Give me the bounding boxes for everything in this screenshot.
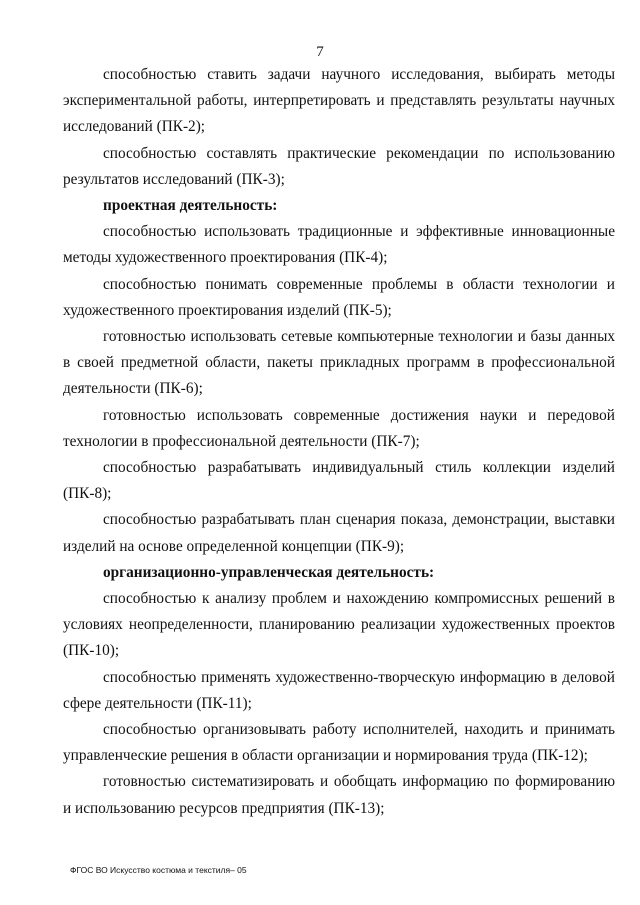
section-heading-management: организационно-управленческая деятельность: (103, 563, 435, 581)
paragraph-pk12: способностью организовывать работу исполнителей, находить и принимать управленческие решения в области организации и нормирования труда (ПК-12); (63, 721, 615, 765)
section-heading-project: проектная деятельность: (103, 197, 278, 215)
paragraph-pk8: способностью разрабатывать индивидуальный стиль коллекции изделий (ПК-8); (63, 459, 615, 503)
paragraph-pk6: готовностью использовать сетевые компьютерные технологии и базы данных в своей предметной области, пакеты прикладных программ в профессиональной деятельности (ПК-6); (63, 328, 615, 398)
paragraph-pk9: способностью разрабатывать план сценария показа, демонстрации, выставки изделий на основе определенной концепции (ПК-9); (63, 511, 615, 555)
page-footer: ФГОС ВО Искусство костюма и текстиля– 05 (70, 865, 247, 875)
document-body (63, 62, 615, 822)
paragraph-pk2: способностью ставить задачи научного исследования, выбирать методы экспериментальной работы, интерпретировать и представлять результаты научных исследований (ПК-2); (63, 66, 615, 136)
paragraph-pk4: способностью использовать традиционные и эффективные инновационные методы художественного проектирования (ПК-4); (63, 223, 615, 267)
page-number: 7 (316, 44, 324, 60)
paragraph-pk11: способностью применять художественно-творческую информацию в деловой сфере деятельности (ПК-11); (63, 668, 615, 712)
paragraph-pk7: готовностью использовать современные достижения науки и передовой технологии в профессиональной деятельности (ПК-7); (63, 406, 615, 450)
paragraph-pk13: готовностью систематизировать и обобщать информацию по формированию и использованию ресурсов предприятия (ПК-13); (63, 773, 615, 817)
paragraph-pk5: способностью понимать современные проблемы в области технологии и художественного проектирования изделий (ПК-5); (63, 275, 615, 319)
paragraph-pk3: способностью составлять практические рекомендации по использованию результатов исследований (ПК-3); (63, 144, 615, 188)
paragraph-pk10: способностью к анализу проблем и нахождению компромиссных решений в условиях неопределенности, планированию реализации художественных проектов (ПК-10); (63, 590, 615, 660)
